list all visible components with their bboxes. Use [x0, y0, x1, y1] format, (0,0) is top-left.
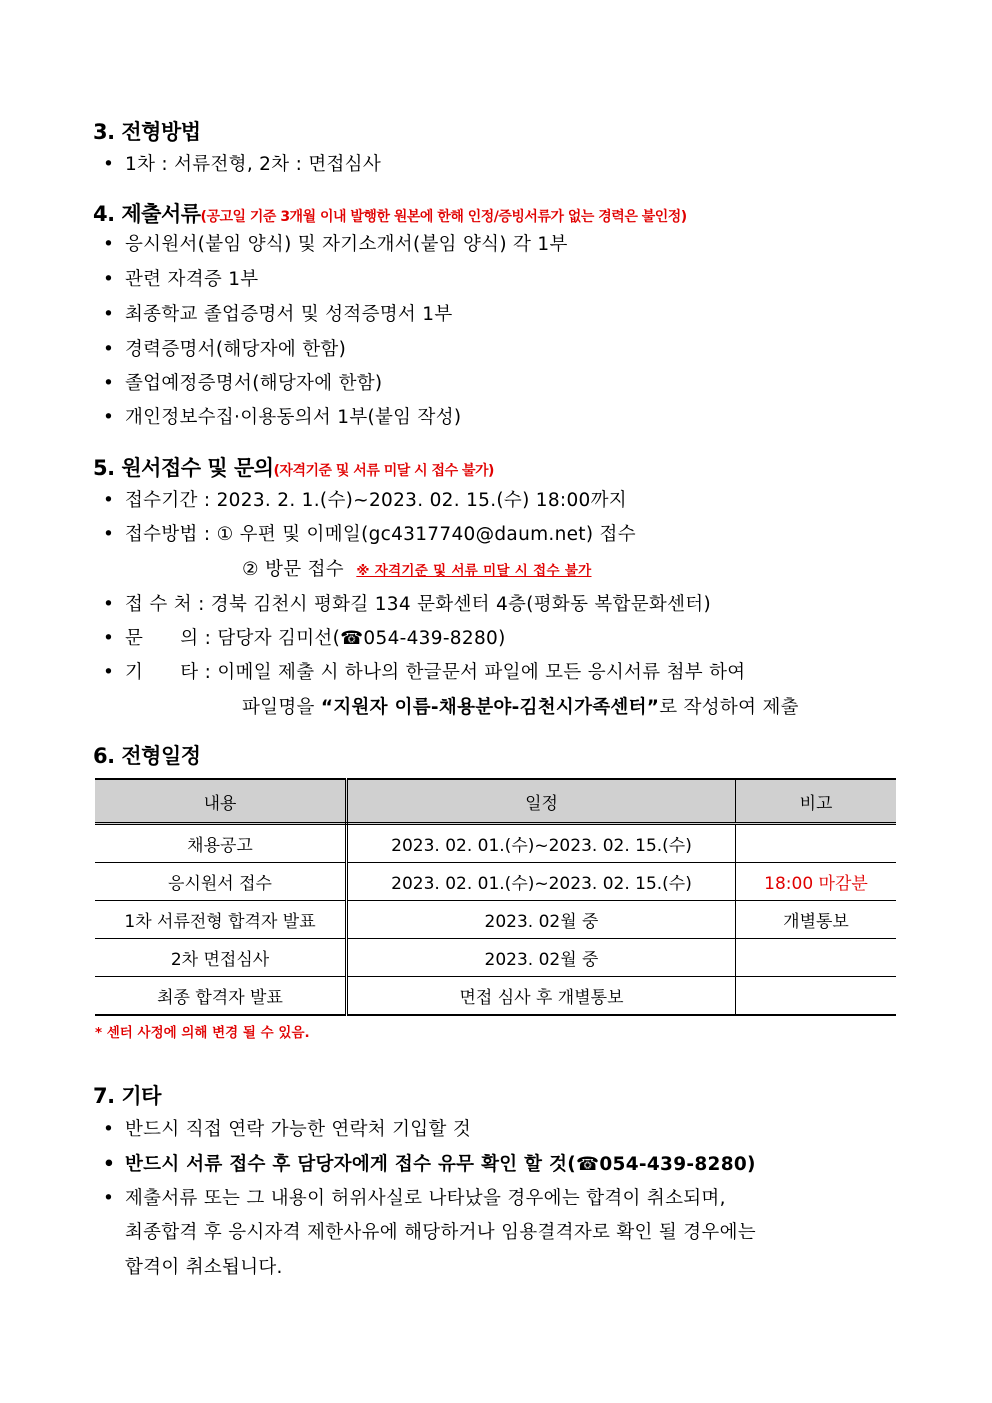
header-content: 내용 — [95, 779, 347, 824]
table-row — [95, 863, 896, 901]
sec4-item-1 — [103, 265, 258, 291]
place-value: 경북 김천시 평화길 134 문화센터 4층(평화동 복합문화센터) — [210, 594, 711, 615]
sec3-item-text: 1차 : 서류전형, 2차 : 면접심사 — [125, 154, 382, 175]
etc-label: 기 타 — [125, 662, 199, 683]
sec5-etc — [103, 658, 745, 684]
colon: : — [203, 490, 211, 511]
table-row — [95, 939, 896, 977]
sec4-item-2 — [103, 300, 453, 326]
cell-remarks — [736, 977, 897, 1016]
colon: : — [204, 662, 212, 683]
bullet: • — [103, 524, 115, 545]
sec4-item-text: 경력증명서(해당자에 한함) — [125, 339, 347, 360]
sec4-item-0 — [103, 230, 568, 256]
bullet: • — [103, 662, 115, 683]
cell-content: 채용공고 — [95, 824, 347, 863]
sec5-etc-line-2 — [242, 693, 799, 719]
cell-schedule: 2023. 02월 중 — [347, 901, 736, 939]
table-row — [95, 824, 896, 863]
section-3-title: 3. 전형방법 — [93, 120, 201, 144]
place-label: 접 수 처 — [125, 594, 192, 615]
section-4-title — [93, 198, 687, 228]
header-remarks: 비고 — [736, 779, 897, 824]
sec7-item-3-line-3: 합격이 취소됩니다. — [125, 1257, 283, 1278]
contact-label: 문 의 — [125, 628, 199, 649]
sec4-item-5 — [103, 403, 461, 429]
section-5-title — [93, 452, 494, 482]
sec4-item-text: 졸업예정증명서(해당자에 한함) — [125, 373, 383, 394]
method-label: 접수방법 — [125, 524, 198, 545]
sec5-place — [103, 590, 711, 616]
method-2-note: ※ 자격기준 및 서류 미달 시 접수 불가 — [356, 563, 592, 579]
etc-line-2-post: 로 작성하여 제출 — [659, 697, 799, 718]
sec7-item-2 — [103, 1150, 756, 1176]
sec7-item-3-line-1: 제출서류 또는 그 내용이 허위사실로 나타났을 경우에는 합격이 취소되며, — [125, 1188, 726, 1209]
sec7-item-text: 반드시 서류 접수 후 담당자에게 접수 유무 확인 할 것(☎054-439-8280) — [125, 1154, 756, 1175]
sec7-item-3 — [103, 1184, 726, 1210]
cell-content: 응시원서 접수 — [95, 863, 347, 901]
sec4-item-text: 응시원서(붙임 양식) 및 자기소개서(붙임 양식) 각 1부 — [125, 234, 568, 255]
section-5-note: (자격기준 및 서류 미달 시 접수 불가) — [273, 463, 494, 479]
cell-content: 1차 서류전형 합격자 발표 — [95, 901, 347, 939]
period-label: 접수기간 — [125, 490, 198, 511]
table-header-row — [95, 779, 896, 824]
bullet: • — [103, 407, 115, 428]
schedule-footnote: * 센터 사정에 의해 변경 될 수 있음. — [95, 1025, 310, 1041]
table-row — [95, 977, 896, 1016]
section-7-title: 7. 기타 — [93, 1084, 161, 1108]
method-1: ① 우편 및 이메일(gc4317740@daum.net) 접수 — [216, 524, 636, 545]
sec3-item-0 — [103, 150, 381, 176]
cell-content: 최종 합격자 발표 — [95, 977, 347, 1016]
bullet: • — [103, 154, 115, 175]
section-4-note: (공고일 기준 3개월 이내 발행한 원본에 한해 인정/증빙서류가 없는 경력은 불인정) — [200, 209, 687, 225]
sec4-item-3 — [103, 335, 346, 361]
bullet: • — [103, 1154, 116, 1175]
sec5-contact — [103, 624, 506, 650]
contact-value: 담당자 김미선(☎054-439-8280) — [217, 628, 506, 649]
cell-schedule: 2023. 02월 중 — [347, 939, 736, 977]
bullet: • — [103, 594, 115, 615]
sec5-method — [103, 520, 636, 546]
cell-schedule: 면접 심사 후 개별통보 — [347, 977, 736, 1016]
colon: : — [198, 594, 205, 615]
cell-remarks — [736, 824, 897, 863]
bullet: • — [103, 1119, 115, 1140]
bullet: • — [103, 234, 115, 255]
bullet: • — [103, 304, 115, 325]
bullet: • — [103, 1188, 115, 1209]
table-row — [95, 901, 896, 939]
bullet: • — [103, 490, 115, 511]
etc-line-1: 이메일 제출 시 하나의 한글문서 파일에 모든 응시서류 첨부 하여 — [217, 662, 746, 683]
bullet: • — [103, 339, 115, 360]
cell-content: 2차 면접심사 — [95, 939, 347, 977]
section-4-title-text: 4. 제출서류 — [93, 202, 201, 226]
cell-schedule: 2023. 02. 01.(수)~2023. 02. 15.(수) — [347, 824, 736, 863]
etc-line-2-filename: “지원자 이름-채용분야-김천시가족센터” — [320, 697, 660, 718]
sec4-item-text: 관련 자격증 1부 — [125, 269, 259, 290]
bullet: • — [103, 269, 115, 290]
cell-remarks: 18:00 마감분 — [736, 863, 897, 901]
header-schedule: 일정 — [347, 779, 736, 824]
bullet: • — [103, 628, 115, 649]
colon: : — [204, 628, 212, 649]
sec7-item-1 — [103, 1115, 471, 1141]
sec5-period — [103, 486, 627, 512]
method-2: ② 방문 접수 — [242, 559, 344, 580]
sec7-item-text: 반드시 직접 연락 가능한 연락처 기입할 것 — [125, 1119, 471, 1140]
sec7-item-3-line-2: 최종합격 후 응시자격 제한사유에 해당하거나 임용결격자로 확인 될 경우에는 — [125, 1222, 756, 1243]
cell-schedule: 2023. 02. 01.(수)~2023. 02. 15.(수) — [347, 863, 736, 901]
cell-remarks: 개별통보 — [736, 901, 897, 939]
sec4-item-4 — [103, 369, 382, 395]
bullet: • — [103, 373, 115, 394]
colon: : — [203, 524, 211, 545]
period-value: 2023. 2. 1.(수)~2023. 02. 15.(수) 18:00까지 — [216, 490, 627, 511]
schedule-table — [95, 778, 896, 1016]
sec4-item-text: 최종학교 졸업증명서 및 성적증명서 1부 — [125, 304, 453, 325]
sec4-item-text: 개인정보수집·이용동의서 1부(붙임 작성) — [125, 407, 462, 428]
cell-remarks — [736, 939, 897, 977]
etc-line-2-pre: 파일명을 — [242, 697, 321, 718]
sec5-method-2 — [242, 555, 592, 581]
section-6-title: 6. 전형일정 — [93, 744, 201, 768]
section-5-title-text: 5. 원서접수 및 문의 — [93, 456, 274, 480]
